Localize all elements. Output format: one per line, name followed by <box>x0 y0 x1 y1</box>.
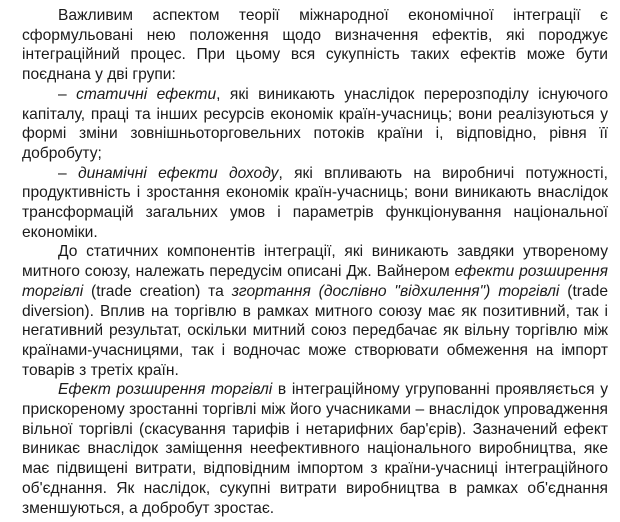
term-dynamic-effects: динамічні ефекти доходу <box>77 164 279 182</box>
term-trade-creation: ефекти розширення торгівлі <box>22 263 608 300</box>
para-text: в інтеграційному угрупованні проявляється у прискореному зростанні торгівлі між його учасниками – внаслідок упровадження вільної торгівлі (скасування тарифів і нетарифних бар'єрів). Зазначений ефект виникає внаслідок заміщення неефективного національного виробництва, яке має підвищені витрати, відповідним імпортом з країни-учасниці інтеграційного об'єднання. Як наслідок, сукупні витрати виробництва в рамках об'єднання зменшуються, а добробут зростає. <box>22 381 608 517</box>
paragraph-static-components <box>22 242 608 380</box>
list-dash: – <box>58 85 77 103</box>
document-page <box>22 6 608 518</box>
list-item-static-effects <box>22 85 608 164</box>
item-text: , які виникають унаслідок перерозподілу існуючого капіталу, праці та інших ресурсів економік країн-учасниць; вони реалізуються у формі зміни зовнішньоторговельних потоків країни і, відповідно, рівня її добробуту; <box>22 85 609 162</box>
paragraph-intro: Важливим аспектом теорії міжнародної економічної інтеграції є сформульовані нею положення щодо визначення ефектів, які породжує інтеграційний процес. При цьому вся сукупність таких ефектів може бути поєднана у дві групи: <box>22 7 608 84</box>
term-trade-creation-effect: Ефект розширення торгівлі <box>58 381 273 399</box>
para-text: (trade creation) та <box>83 282 232 300</box>
term-trade-diversion: згортання (дослівно "відхилення") торгівлі <box>231 282 560 300</box>
item-text: , які впливають на виробничі потужності, продуктивність і зростання економік країн-учасниць; вони виникають внаслідок трансформацій загальних умов і параметрів функціонування національної економіки. <box>22 164 608 241</box>
para-text: (trade diversion). Вплив на торгівлю в рамках митного союзу має як позитивний, так і негативний результат, оскільки митний союз передбачає як вільну торгівлю між країнами-учасницями, так і водночас може створювати обмеження на імпорт товарів з третіх країн. <box>22 282 608 379</box>
paragraph-trade-creation-effect <box>22 380 608 518</box>
para-text: До статичних компонентів інтеграції, які виникають завдяки утвореному митного союзу, належать передусім описані Дж. Вайнером <box>22 243 608 281</box>
term-static-effects: статичні ефекти <box>76 85 217 103</box>
list-item-dynamic-effects <box>22 164 608 243</box>
list-dash: – <box>58 164 78 182</box>
